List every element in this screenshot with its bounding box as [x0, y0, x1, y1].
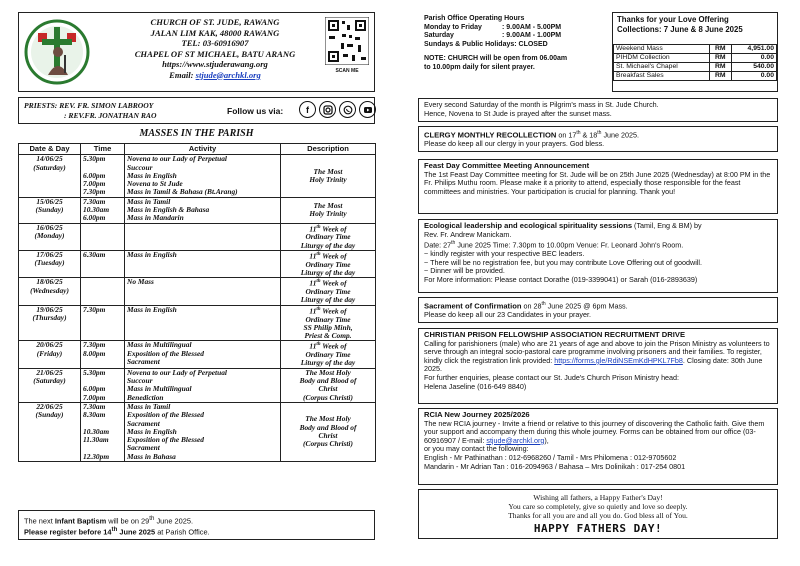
baptism-line-1: The next Infant Baptism will be on 29th June 2025. [24, 515, 194, 526]
offering-row [614, 72, 777, 81]
mass-times [81, 223, 125, 250]
rcia-contact-2: Mandarin - Mr Adrian Tan : 016-2094963 / Bahasa – Mrs Dolinikah : 017-254 0801 [424, 461, 686, 471]
parish-logo [24, 19, 90, 85]
mass-row [19, 155, 376, 197]
offering-amount: 0.00 [731, 72, 776, 81]
mass-row [19, 341, 376, 368]
pilgrim-line-1: Every second Saturday of the month is Pilgrim's mass in St. Jude Church. [424, 100, 659, 109]
church-name: CHURCH OF ST. JUDE, RAWANG [150, 17, 280, 27]
prison-enquiry: For further enquiries, please contact our St. Jude's Church Prison Ministry head: [424, 372, 680, 382]
offering-table [613, 44, 777, 81]
clergy-line-1: CLERGY MONTHLY RECOLLECTION on 17th & 18th June 2025. [424, 130, 640, 140]
mass-times [81, 278, 125, 305]
mass-date: 15/06/25 (Sunday) [19, 197, 81, 223]
offering-name: Weekend Mass [614, 45, 710, 54]
ecology-note-3: ~ Dinner will be provided. [424, 266, 505, 276]
follow-us-label: Follow us via: [227, 106, 284, 116]
mass-row [19, 251, 376, 278]
mass-times: 7.30am 10.30am 6.00pm [81, 197, 125, 223]
priests-bar [18, 97, 375, 124]
mass-activities: No Mass [125, 278, 281, 305]
church-street: JALAN LIM KAK, 48000 RAWANG [150, 27, 280, 38]
offering-amount: 4,951.00 [731, 45, 776, 54]
mass-date: 17/06/25 (Tuesday) [19, 251, 81, 278]
ecology-sessions [418, 219, 778, 293]
prison-body: Calling for parishioners (male) who are 21 years of age and above to join the Prison Ministry as volunteers to serve through an integral socio-pastoral care programme involving prisoners and their families. To register, kindly click the registration link provided: https://forms.gle/RdiNSEmKdHPKL7Fb8. Closing date: 30th June 2025. [424, 338, 770, 374]
feast-title: Feast Day Committee Meeting Announcement [424, 161, 590, 170]
email-label: Email: [169, 69, 196, 80]
offering-amount: 540.00 [731, 63, 776, 72]
priest-line-2: : REV.FR. JONATHAN RAO [64, 111, 157, 120]
church-tel: TEL: 03-60916907 [181, 38, 249, 48]
feast-body: The 1st Feast Day Committee meeting for St. Jude will be on 25th June 2025 (Wednesday) at 8:00 PM in the Fr. Philips Muthu room. Please make it a priority to attend, especially those responsible for the feast committees and ministries. Your participation is crucial for planning. Thank you! [424, 169, 771, 196]
mass-activities: Mass in Tamil Exposition of the Blessed Sacrament Mass in English Exposition of the Blessed Sacrament Mass in Bahasa [125, 402, 281, 461]
love-offering-box [612, 12, 778, 92]
church-email-line [115, 70, 315, 81]
offering-amount: 0.00 [731, 54, 776, 63]
social-icons [299, 101, 376, 118]
instagram-icon[interactable] [319, 101, 336, 118]
offering-currency: RM [709, 45, 731, 54]
wish-line-1: Wishing all fathers, a Happy Father's Day! [533, 493, 663, 502]
mass-date: 18/06/25 (Wednesday) [19, 278, 81, 305]
priests-names [24, 101, 157, 121]
mass-description: The Most Holy Body and Blood of Christ (Corpus Christi) [281, 368, 376, 402]
office-row-saturday: Saturday : 9.00AM - 1.00PM [424, 32, 562, 40]
rcia-journey [418, 408, 778, 485]
baptism-notice [18, 510, 375, 540]
ecology-note-2: ~ There will be no registration fee, but you may contribute Love Offering out of goodwill. [424, 257, 703, 267]
mass-description: The Most Holy Trinity [281, 155, 376, 197]
office-sunday: Sundays & Public Holidays: CLOSED [424, 40, 548, 48]
office-note: NOTE: CHURCH will be open from 06.00am to 10.00pm daily for silent prayer. [424, 55, 568, 71]
church-address-block [115, 17, 315, 80]
mass-times: 6.30am [81, 251, 125, 278]
rcia-title: RCIA New Journey 2025/2026 [424, 410, 530, 419]
facebook-icon[interactable]: f [299, 101, 316, 118]
rcia-email-link[interactable]: stjude@archkl.org [486, 435, 545, 445]
baptism-line-2: Please register before 14th June 2025 at Parish Office. [24, 526, 210, 537]
prison-title: CHRISTIAN PRISON FELLOWSHIP ASSOCIATION RECRUITMENT DRIVE [424, 330, 686, 339]
confirmation-line-2: Please do keep all our 23 Candidates in your prayer. [424, 309, 592, 319]
pilgrim-notice [418, 98, 778, 122]
confirmation-line-1: Sacrament of Confirmation on 28th June 2025 @ 6pm Mass. [424, 301, 628, 311]
mass-date: 22/06/25 (Sunday) [19, 402, 81, 461]
mass-description: 11th Week of Ordinary Time Liturgy of the day [281, 251, 376, 278]
mass-row [19, 368, 376, 402]
offering-name: Breakfast Sales [614, 72, 710, 81]
mass-times: 7.30pm 8.00pm [81, 341, 125, 368]
col-header-description: Description [281, 144, 376, 155]
rcia-contact-1: English - Mr Pathinathan : 012-6968260 / Tamil - Mrs Philomena : 012-9705602 [424, 452, 677, 462]
church-email-link[interactable]: stjude@archkl.org [195, 69, 261, 80]
mass-activities: Novena to our Lady of Perpetual Succour Mass in Multilingual Benediction [125, 368, 281, 402]
col-header-activity: Activity [125, 144, 281, 155]
priest-line-1: PRIESTS: REV. FR. SIMON LABROOY [24, 101, 154, 110]
church-website[interactable]: https://www.stjuderawang.org [162, 59, 268, 69]
mass-row [19, 197, 376, 223]
mass-activities: Mass in English [125, 251, 281, 278]
offering-name: St. Michael's Chapel [614, 63, 710, 72]
fathers-day-banner: HAPPY FATHERS DAY! [533, 521, 663, 535]
offering-currency: RM [709, 72, 731, 81]
offering-row [614, 45, 777, 54]
offering-row [614, 54, 777, 63]
mass-activities [125, 223, 281, 250]
church-header [18, 12, 375, 92]
fathers-day-wish [418, 489, 778, 539]
offering-name: PIHDM Collection [614, 54, 710, 63]
clergy-line-2: Please do keep all our clergy in your prayers. God bless. [424, 138, 605, 148]
col-header-date: Date & Day [19, 144, 81, 155]
qr-caption: SCAN ME [335, 68, 359, 74]
col-header-time: Time [81, 144, 125, 155]
mass-activities: Mass in English [125, 305, 281, 341]
mass-date: 21/06/25 (Saturday) [19, 368, 81, 402]
office-hours-title: Parish Office Operating Hours [424, 15, 525, 22]
mass-date: 16/06/25 (Monday) [19, 223, 81, 250]
ecology-note-1: ~ kindly register with your respective BEC leaders. [424, 249, 585, 259]
mass-description: 11th Week of Ordinary Time SS Philip Minh, Priest & Comp. [281, 305, 376, 341]
mass-activities: Mass in Tamil Mass in English & Bahasa Mass in Mandarin [125, 197, 281, 223]
mass-activities: Novena to our Lady of Perpetual Succour Mass in English Novena to St Jude Mass in Tamil & Bahasa (Bt.Arang) [125, 155, 281, 197]
mass-date: 19/06/25 (Thursday) [19, 305, 81, 341]
masses-table [18, 143, 376, 462]
ecology-contact: For More information: Please contact Dorathe (019-3399041) or Sarah (016-2893639) [424, 274, 698, 284]
offering-currency: RM [709, 54, 731, 63]
ecology-date: Date: 27th June 2025 Time: 7.30pm to 10.00pm Venue: Fr. Leonard John's Room. [424, 240, 684, 250]
mass-description: The Most Holy Trinity [281, 197, 376, 223]
wish-line-2: You care so completely, give so quietly and love so deeply. [508, 502, 688, 512]
ecology-speaker: Rev. Fr. Andrew Manickam. [424, 229, 512, 239]
clergy-recollection [418, 126, 778, 152]
offering-currency: RM [709, 63, 731, 72]
pilgrim-line-2: Hence, Novena to St Jude is prayed after the sunset mass. [424, 108, 612, 118]
masses-header-row [19, 144, 376, 155]
ecology-title-line: Ecological leadership and ecological spirituality sessions (Tamil, Eng & BM) by [424, 221, 702, 230]
mass-times: 5.30pm 6.00pm 7.00pm [81, 368, 125, 402]
whatsapp-icon[interactable] [339, 101, 356, 118]
mass-row [19, 278, 376, 305]
mass-description: The Most Holy Body and Blood of Christ (Corpus Christi) [281, 402, 376, 461]
mass-description: 11th Week of Ordinary Time Liturgy of the day [281, 341, 376, 368]
mass-date: 14/06/25 (Saturday) [19, 155, 81, 197]
wish-line-3: Thanks for all you are and all you do. God bless all of You. [508, 511, 688, 521]
mass-row [19, 223, 376, 250]
mass-times: 7.30am 8.30am 10.30am 11.30am 12.30pm [81, 402, 125, 461]
masses-title: MASSES IN THE PARISH [139, 128, 254, 139]
qr-code[interactable] [324, 17, 370, 77]
mass-times: 7.30pm [81, 305, 125, 341]
rcia-body: The new RCIA journey - Invite a friend or relative to this journey of discovering the Catholic faith. Give them your support and accompany them during this whole journey. Forms can be obtained from our office (03-60916907 / E-mail: stjude@archkl.org), [424, 418, 765, 445]
mass-row [19, 402, 376, 461]
prison-contact: Helena Jaseline (016-649 8840) [424, 381, 527, 391]
office-row-weekday: Monday to Friday : 9.00AM - 5.00PM [424, 23, 562, 31]
office-hours [424, 15, 609, 73]
mass-row [19, 305, 376, 341]
prison-fellowship [418, 328, 778, 404]
prison-registration-link[interactable]: https://forms.gle/RdiNSEmKdHPKL7Fb8 [554, 355, 683, 365]
mass-times: 5.30pm 6.00pm 7.00pm 7.30pm [81, 155, 125, 197]
offering-title: Thanks for your Love Offering Collections: 7 June & 8 June 2025 [617, 15, 743, 34]
mass-activities: Mass in Multilingual Exposition of the Blessed Sacrament [125, 341, 281, 368]
mass-description: 11th Week of Ordinary Time Liturgy of the day [281, 278, 376, 305]
offering-row [614, 63, 777, 72]
youtube-icon[interactable] [359, 101, 376, 118]
confirmation-notice [418, 297, 778, 323]
rcia-contact-intro: or you may contact the following: [424, 444, 529, 454]
chapel-name: CHAPEL OF ST MICHAEL, BATU ARANG [134, 48, 296, 59]
mass-description: 11th Week of Ordinary Time Liturgy of the day [281, 223, 376, 250]
feast-committee [418, 159, 778, 214]
masses-body [19, 155, 376, 462]
mass-date: 20/06/25 (Friday) [19, 341, 81, 368]
